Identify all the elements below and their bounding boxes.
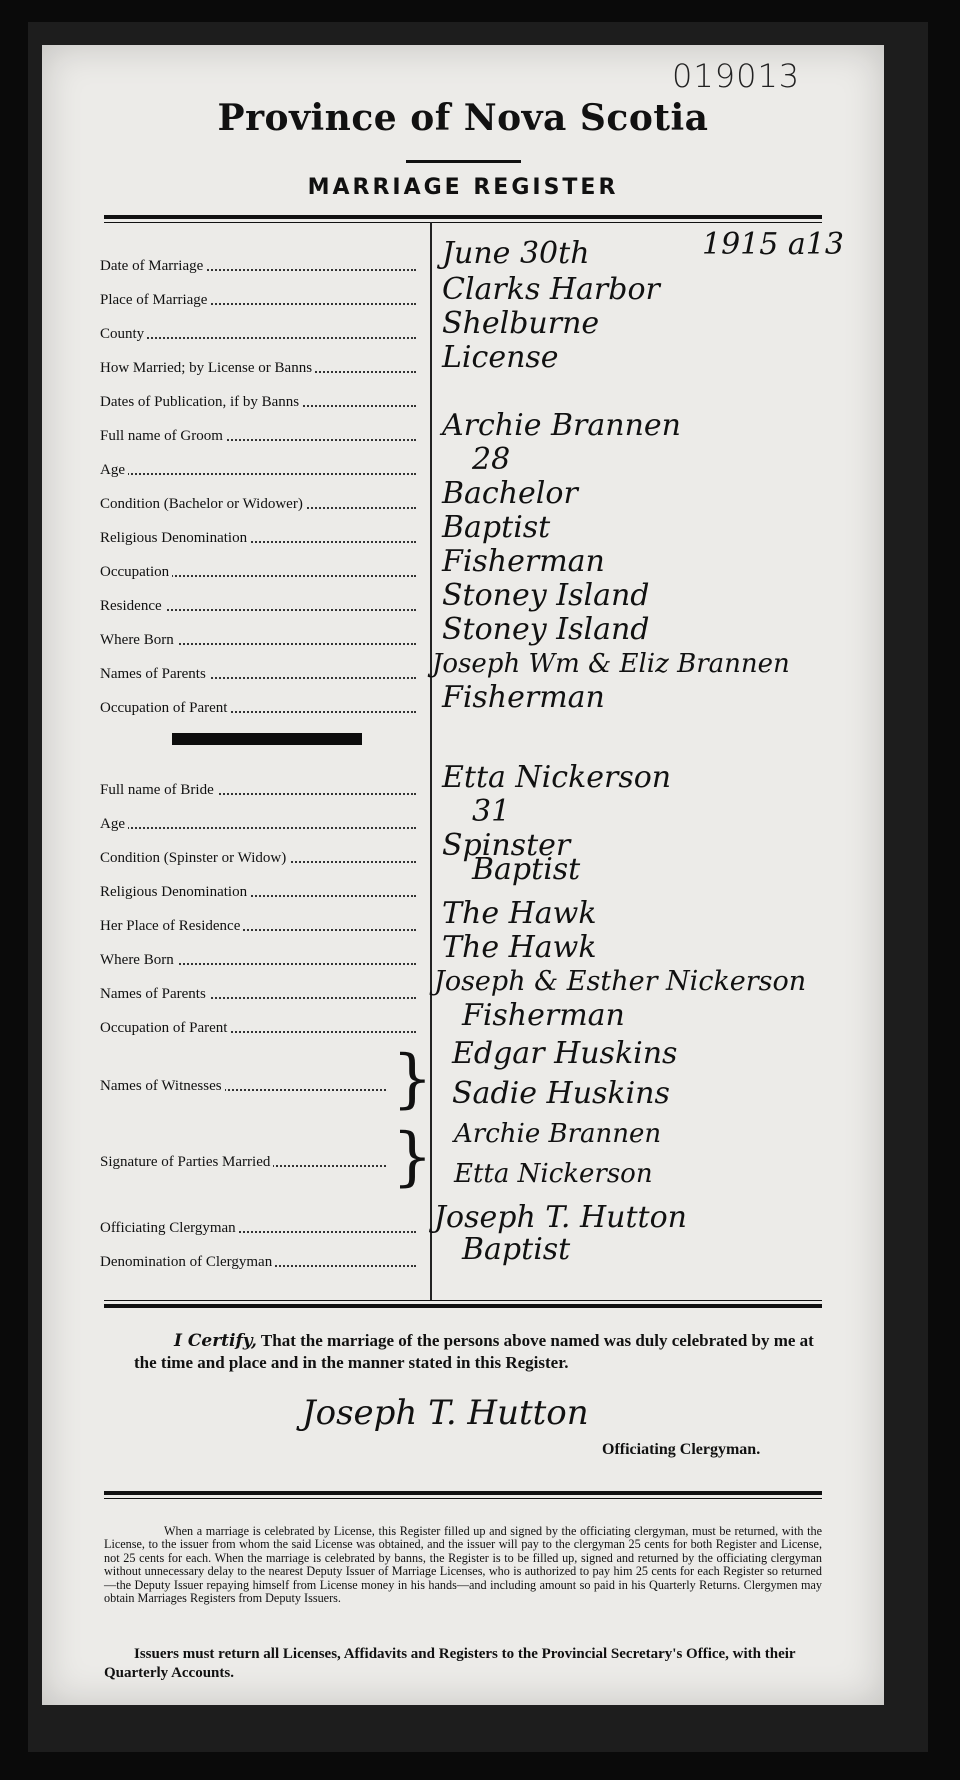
value-groom-signature: Archie Brannen: [454, 1119, 662, 1149]
witnesses-brace: }: [392, 1042, 433, 1116]
page-title: Province of Nova Scotia: [217, 97, 709, 139]
label-officiating-clergyman: Officiating Clergyman: [100, 1219, 430, 1237]
certify-divider: [104, 1304, 822, 1308]
certify-lead: I Certify,: [174, 1331, 257, 1351]
label-groom-name: Full name of Groom: [100, 427, 430, 445]
certify-body: That the marriage of the persons above named was duly celebrated by me at the time and place and in the manner stated in this Register.: [134, 1331, 814, 1372]
label-place-of-marriage: Place of Marriage: [100, 291, 430, 309]
header-divider-thin: [104, 222, 822, 223]
value-how-married: License: [442, 340, 559, 375]
value-bride-parent-occupation: Fisherman: [462, 998, 625, 1033]
header-divider: [104, 215, 822, 219]
certify-divider-thin: [104, 1300, 822, 1301]
notice-divider: [104, 1491, 822, 1495]
value-groom-name: Archie Brannen: [442, 408, 682, 443]
value-witness-1: Edgar Huskins: [452, 1036, 678, 1071]
label-bride-name: Full name of Bride: [100, 781, 430, 799]
value-groom-occupation: Fisherman: [442, 544, 605, 579]
value-place-of-marriage: Clarks Harbor: [442, 272, 660, 307]
label-how-married: How Married; by License or Banns: [100, 359, 430, 377]
register-form: [42, 45, 884, 1705]
value-groom-residence: Stoney Island: [442, 578, 650, 613]
value-bride-age: 31: [472, 794, 511, 829]
value-bride-name: Etta Nickerson: [442, 760, 672, 795]
value-witness-2: Sadie Huskins: [452, 1076, 670, 1111]
label-bride-residence: Her Place of Residence: [100, 917, 430, 935]
label-groom-occupation: Occupation: [100, 563, 430, 581]
value-groom-parents: Joseph Wm & Eliz Brannen: [432, 649, 790, 679]
label-bride-age: Age: [100, 815, 430, 833]
value-date-of-marriage: June 30th: [442, 236, 590, 271]
label-bride-birthplace: Where Born: [100, 951, 430, 969]
label-county: County: [100, 325, 430, 343]
issuers-notice: Issuers must return all Licenses, Affidavits and Registers to the Provincial Secretary's Office, with their Quarterly Accounts.: [104, 1646, 796, 1681]
year-annotation: 1915 a13: [702, 227, 844, 262]
value-county: Shelburne: [442, 306, 600, 341]
label-groom-parents: Names of Parents: [100, 665, 430, 683]
value-groom-denomination: Baptist: [442, 510, 551, 545]
value-bride-signature: Etta Nickerson: [454, 1159, 653, 1189]
value-groom-parent-occupation: Fisherman: [442, 680, 605, 715]
certification-text: [134, 1330, 834, 1374]
label-bride-condition: Condition (Spinster or Widow): [100, 849, 430, 867]
label-groom-residence: Residence: [100, 597, 430, 615]
value-groom-condition: Bachelor: [442, 476, 578, 511]
label-bride-parent-occupation: Occupation of Parent: [100, 1019, 430, 1037]
label-groom-parent-occupation: Occupation of Parent: [100, 699, 430, 717]
redaction-bar: [172, 733, 362, 745]
notice-divider-thin: [104, 1498, 822, 1499]
value-bride-birthplace: The Hawk: [442, 930, 597, 965]
instructions-notice: When a marriage is celebrated by License, this Register filled up and signed by the officiating clergyman, must be returned, with the License, to the issuer from whom the said License was obtained, and the issuer will pay to the clergyman 25 cents for both Register and License, not 25 cents for each. When the marriage is celebrated by banns, the Register is to be filled up, signed and returned by the officiating clergyman without unnecessary delay to the nearest Deputy Issuer of Marriage Licenses, who is authorized to pay him 25 cents for each Register so returned—the Deputy Issuer repaying himself from License money in his hands—and including amount so paid in his Quarterly Returns. Clergymen may obtain Marriages Registers from Deputy Issuers.: [104, 1524, 822, 1606]
clergyman-signature: Joseph T. Hutton: [302, 1393, 589, 1433]
label-date-of-marriage: Date of Marriage: [100, 257, 430, 275]
value-bride-parents: Joseph & Esther Nickerson: [434, 966, 807, 997]
value-bride-condition: Spinster: [442, 828, 571, 863]
register-number: 019013: [672, 57, 801, 95]
label-dates-of-publication: Dates of Publication, if by Banns: [100, 393, 430, 411]
value-groom-birthplace: Stoney Island: [442, 612, 650, 647]
value-groom-age: 28: [472, 442, 511, 477]
label-groom-denomination: Religious Denomination: [100, 529, 430, 547]
label-witnesses: Names of Witnesses: [100, 1077, 400, 1095]
label-groom-age: Age: [100, 461, 430, 479]
parties-brace: }: [392, 1120, 433, 1194]
label-bride-denomination: Religious Denomination: [100, 883, 430, 901]
label-bride-parents: Names of Parents: [100, 985, 430, 1003]
title-rule: [406, 160, 521, 163]
value-bride-residence: The Hawk: [442, 896, 597, 931]
label-parties-signatures: Signature of Parties Married: [100, 1153, 400, 1171]
value-bride-denomination: Baptist: [472, 852, 581, 887]
label-groom-birthplace: Where Born: [100, 631, 430, 649]
form-subtitle: MARRIAGE REGISTER: [307, 175, 619, 200]
clergyman-role: Officiating Clergyman.: [602, 1441, 761, 1458]
label-clergy-denomination: Denomination of Clergyman: [100, 1253, 430, 1271]
label-groom-condition: Condition (Bachelor or Widower): [100, 495, 430, 513]
value-officiating-clergyman: Joseph T. Hutton: [434, 1200, 687, 1235]
value-clergy-denomination: Baptist: [462, 1232, 571, 1267]
